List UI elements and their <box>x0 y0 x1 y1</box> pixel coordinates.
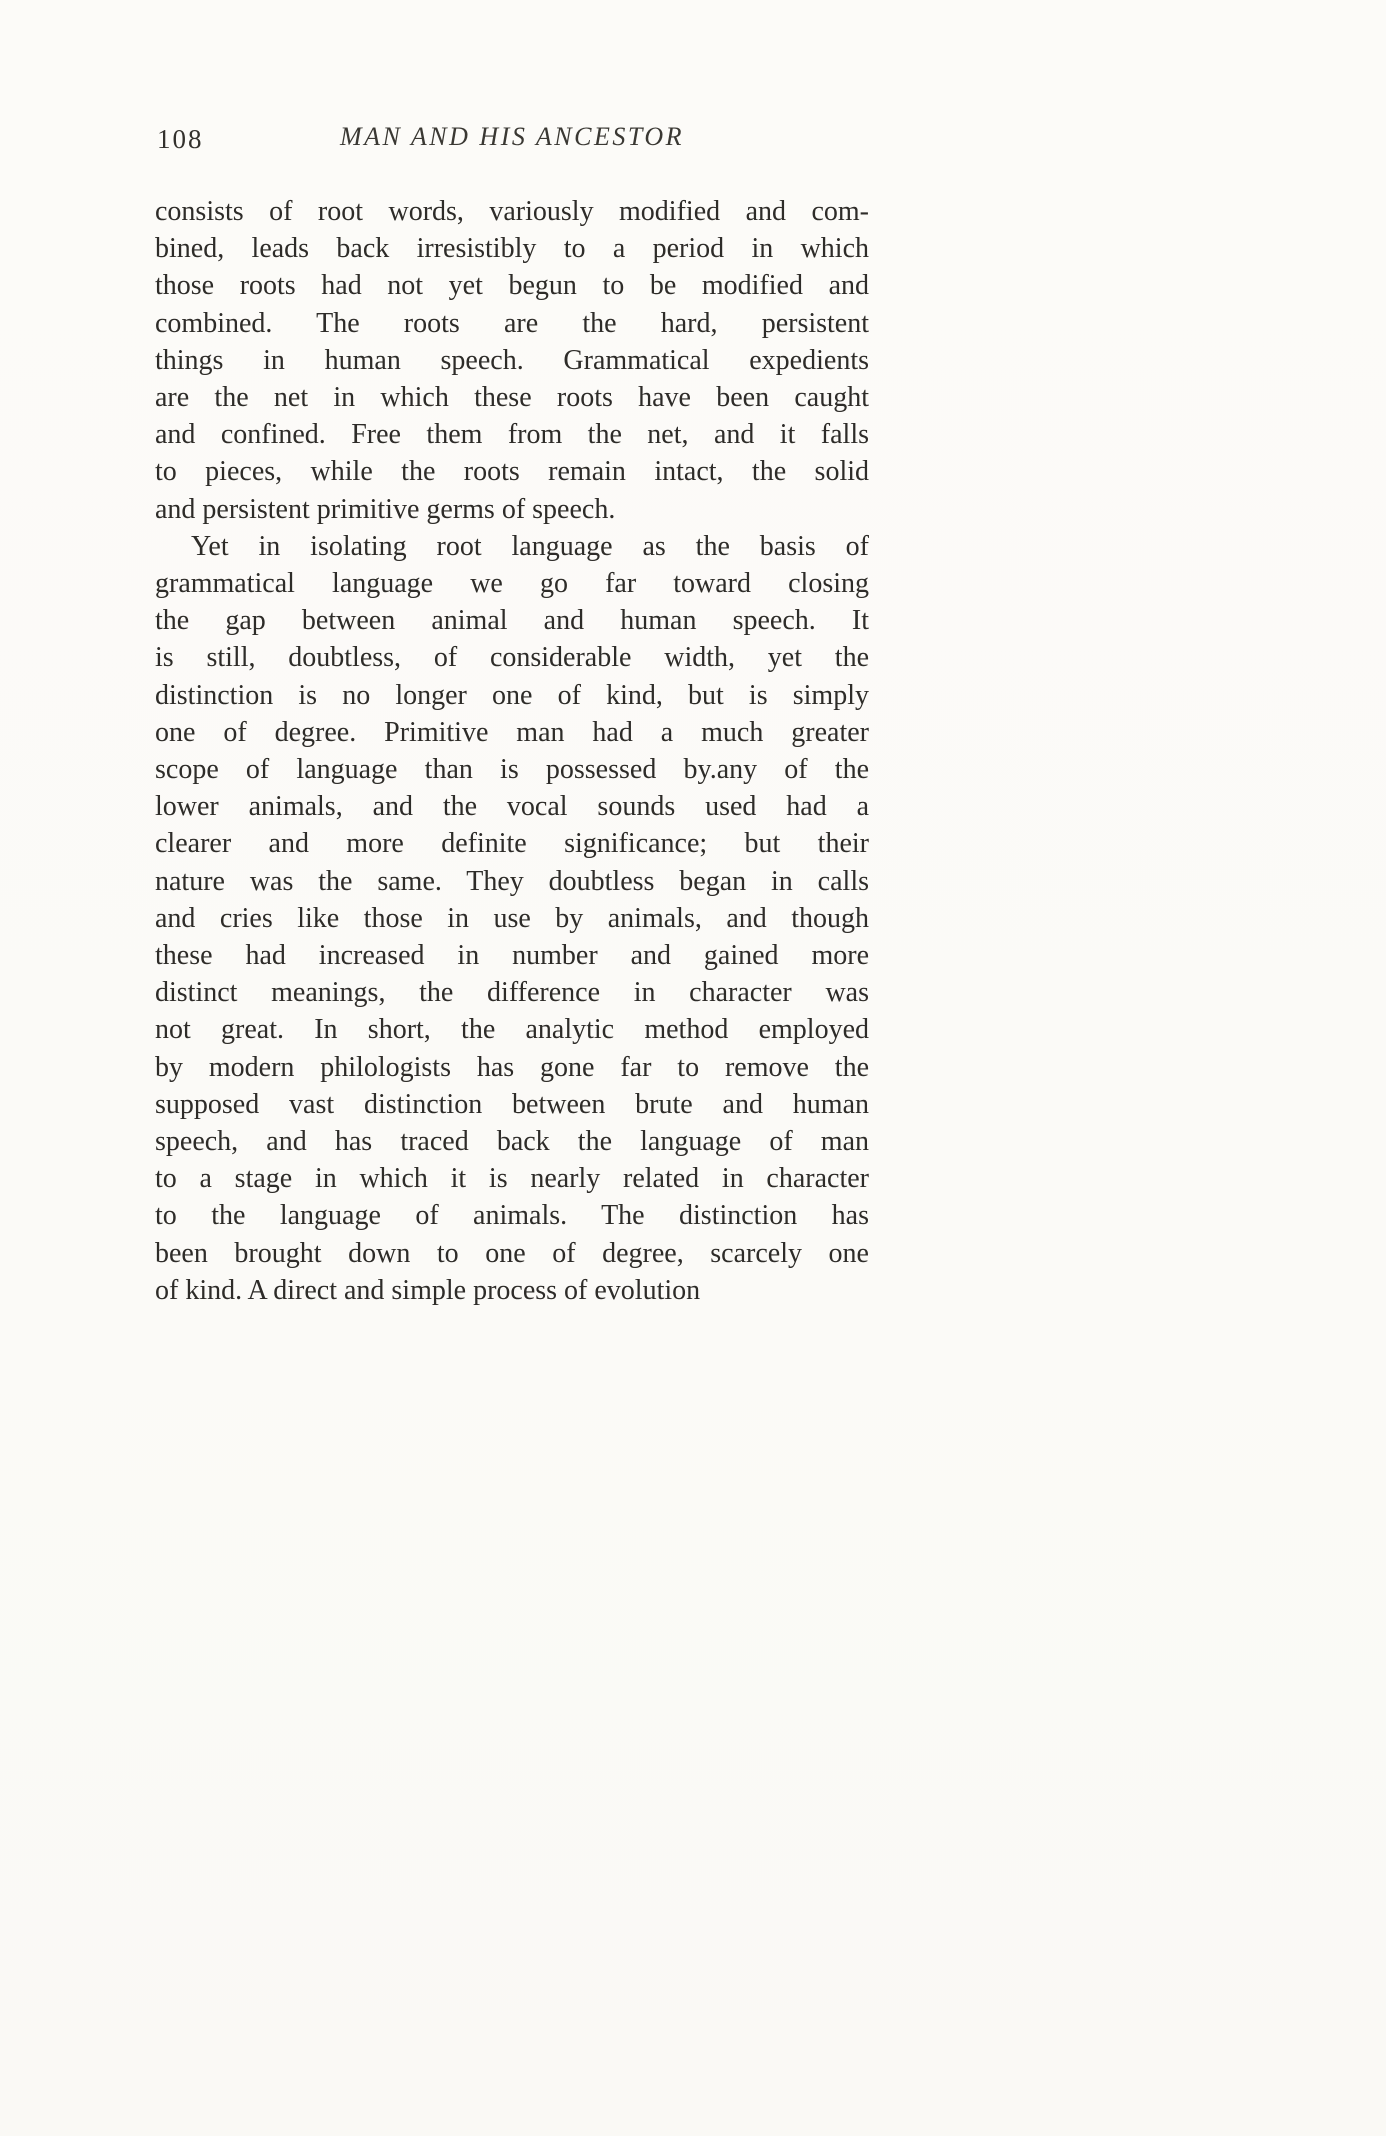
text-line: and persistent primitive germs of speech. <box>155 493 616 525</box>
text-line: speech, and has traced back the language of man <box>155 1126 869 1158</box>
text-line: are the net in which these roots have been caught <box>155 382 869 414</box>
text-line: not great. In short, the analytic method employed <box>155 1014 869 1046</box>
page-header <box>155 120 869 162</box>
paragraph <box>155 193 869 528</box>
text-line: and confined. Free them from the net, and it falls <box>155 419 869 451</box>
text-line: one of degree. Primitive man had a much greater <box>155 716 869 748</box>
running-title: MAN AND HIS ANCESTOR <box>340 122 684 151</box>
text-line: nature was the same. They doubtless began in calls <box>155 865 869 897</box>
text-line: bined, leads back irresistibly to a period in which <box>155 233 869 265</box>
text-line: grammatical language we go far toward closing <box>155 568 869 600</box>
text-line: distinction is no longer one of kind, but is simply <box>155 679 869 711</box>
text-line: clearer and more definite significance; but their <box>155 828 869 860</box>
text-line: to pieces, while the roots remain intact, the solid <box>155 456 869 488</box>
text-line: is still, doubtless, of considerable width, yet the <box>155 642 869 674</box>
text-line: been brought down to one of degree, scarcely one <box>155 1237 869 1269</box>
text-line: of kind. A direct and simple process of evolution <box>155 1274 701 1306</box>
text-line: to a stage in which it is nearly related in character <box>155 1163 869 1195</box>
text-line: to the language of animals. The distinction has <box>155 1200 869 1232</box>
paragraph <box>155 528 869 1309</box>
text-line: and cries like those in use by animals, and though <box>155 902 869 934</box>
text-line: consists of root words, variously modified and com- <box>155 196 869 227</box>
text-block <box>155 193 869 1309</box>
text-line: combined. The roots are the hard, persistent <box>155 307 869 339</box>
text-line: things in human speech. Grammatical expedients <box>155 344 869 376</box>
text-line: lower animals, and the vocal sounds used had a <box>155 791 869 823</box>
text-line: distinct meanings, the difference in character was <box>155 977 869 1009</box>
text-line: Yet in isolating root language as the basis of <box>191 530 869 562</box>
text-line: by modern philologists has gone far to remove the <box>155 1051 869 1083</box>
text-line: those roots had not yet begun to be modified and <box>155 270 869 302</box>
text-line: scope of language than is possessed by.any of the <box>155 754 869 786</box>
text-line: the gap between animal and human speech. It <box>155 605 869 637</box>
text-line: supposed vast distinction between brute and human <box>155 1088 869 1120</box>
text-line: these had increased in number and gained more <box>155 940 869 972</box>
page-number: 108 <box>157 124 204 154</box>
